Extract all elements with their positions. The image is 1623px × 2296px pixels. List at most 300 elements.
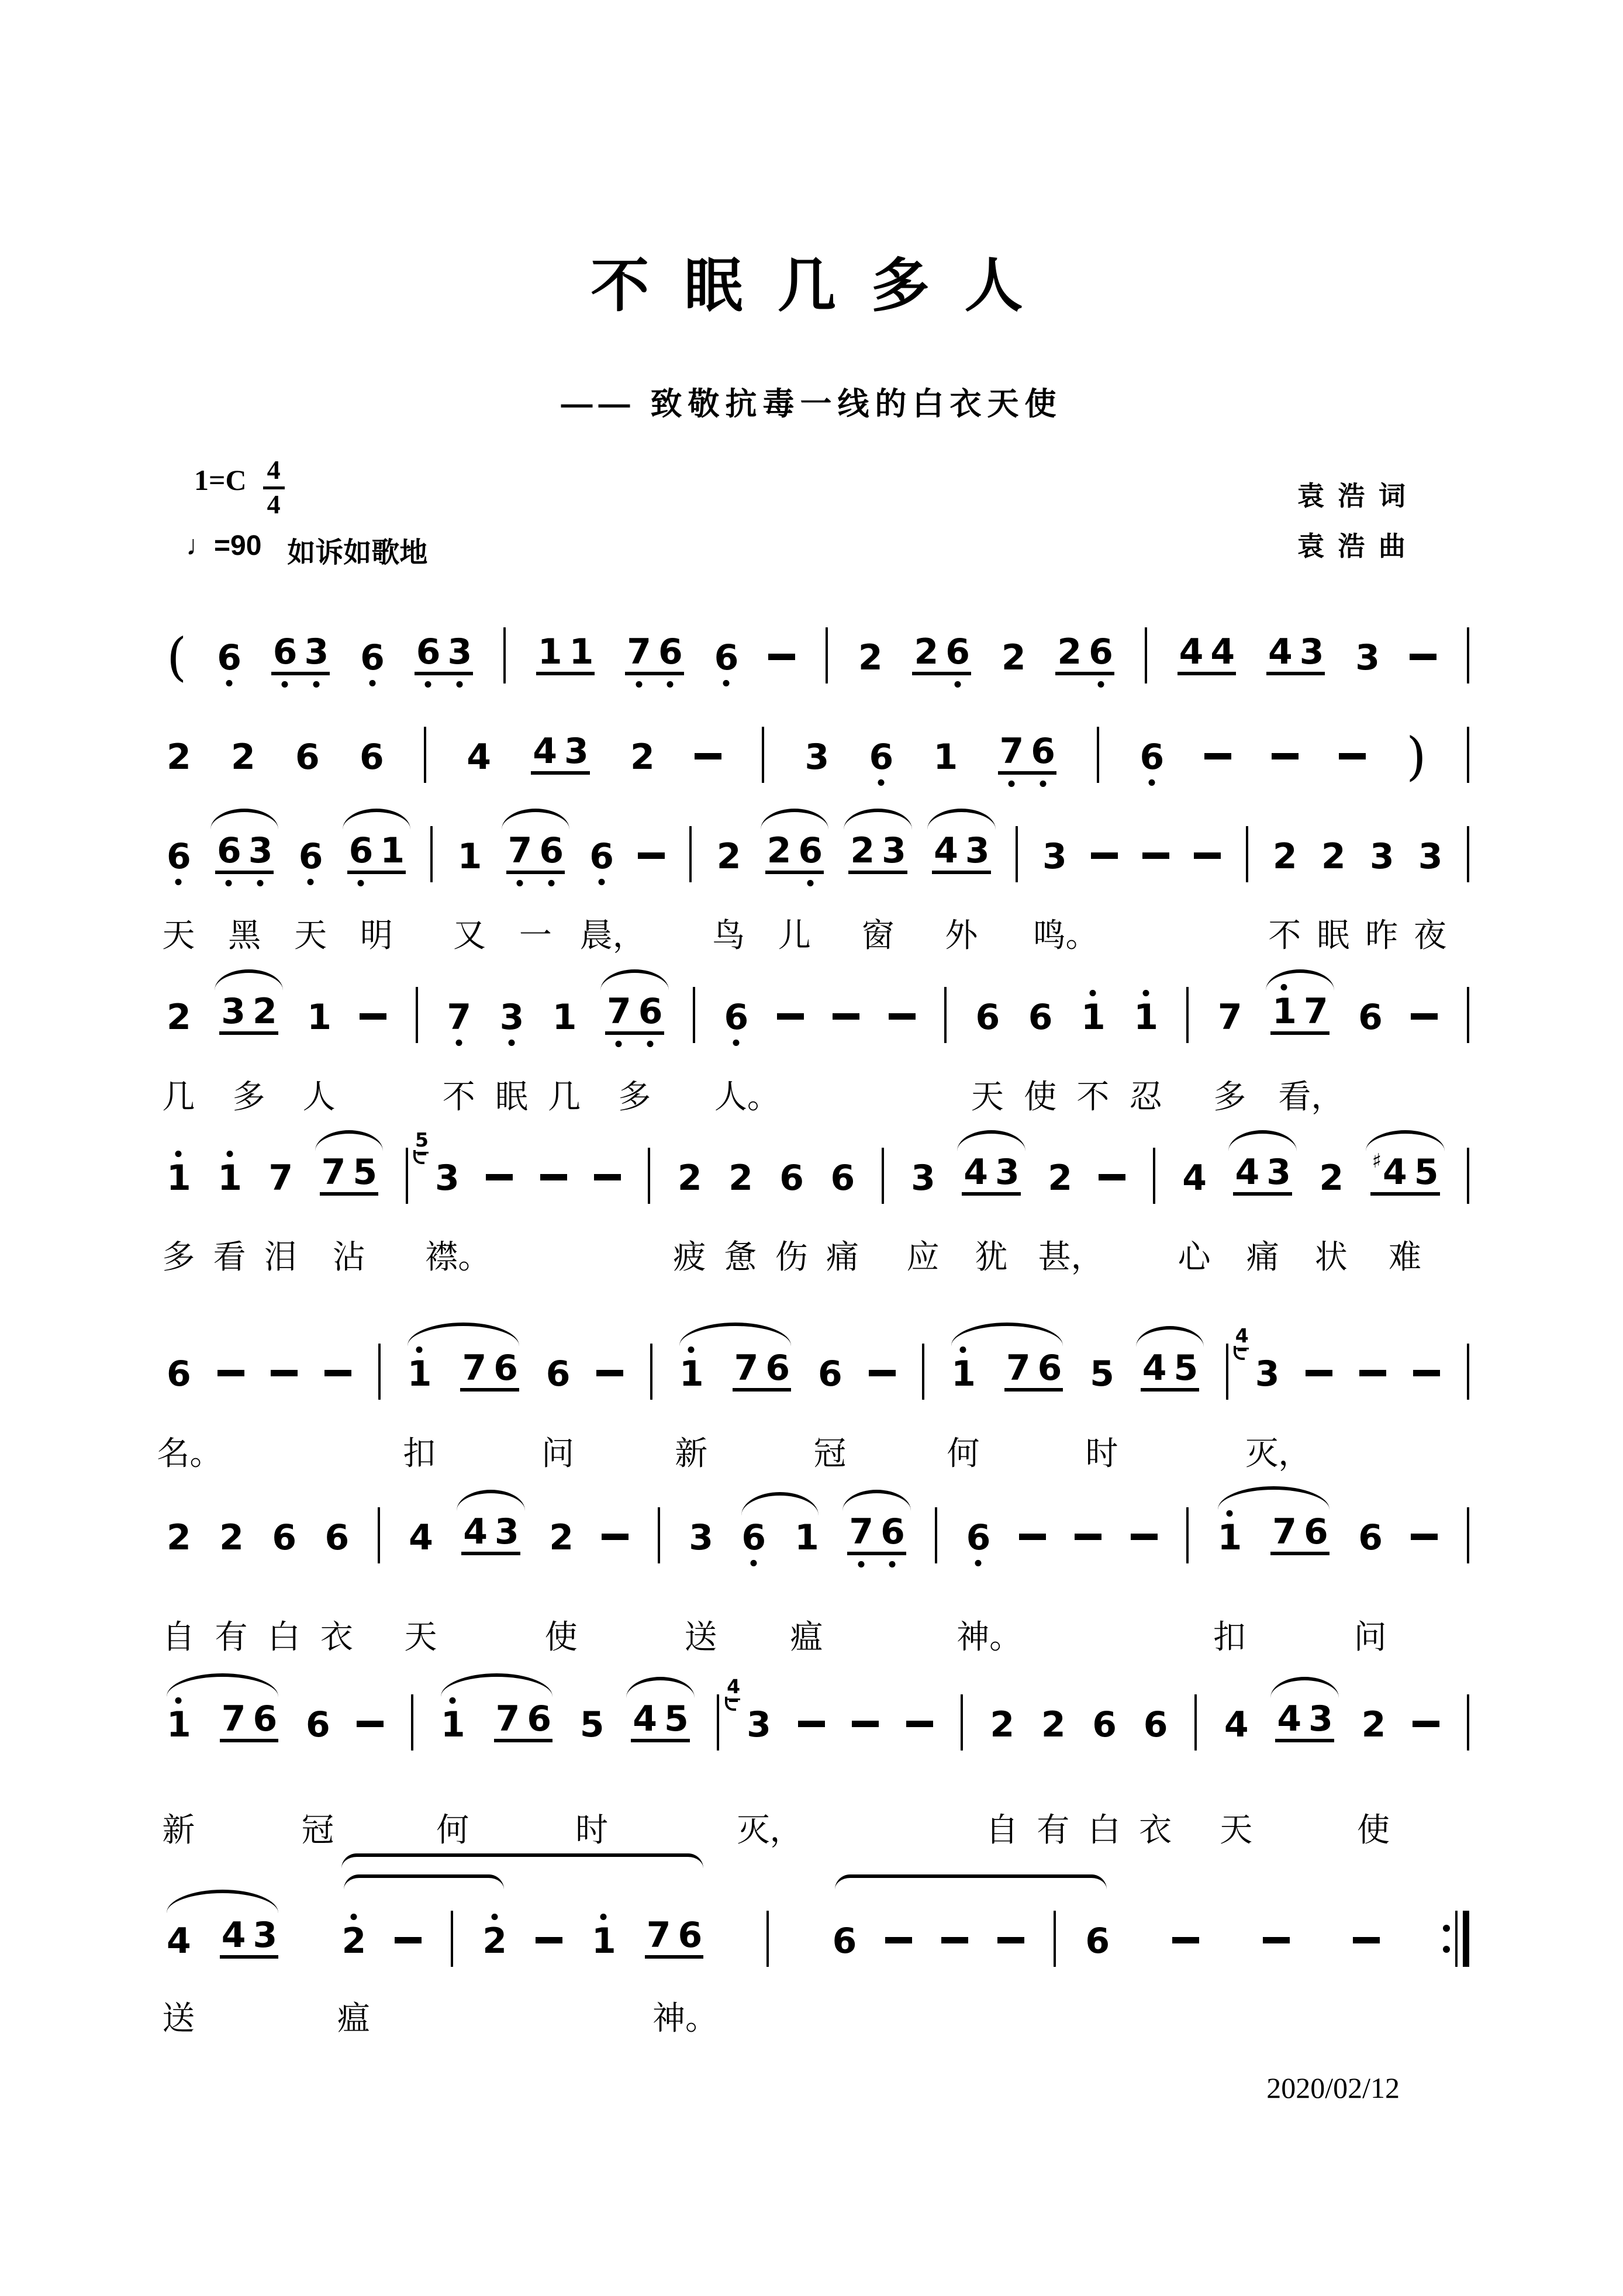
note-digit: 4 xyxy=(467,737,491,778)
lyric-char: 忍 xyxy=(1129,1079,1162,1116)
dash-line xyxy=(602,1534,629,1540)
note-3 xyxy=(415,1128,459,1199)
barline xyxy=(961,1694,963,1751)
note-digit: 3 xyxy=(1042,836,1066,877)
note-digit: 3 xyxy=(305,634,329,669)
slur-arc xyxy=(679,1323,791,1346)
note-digit: 6 xyxy=(349,833,373,868)
phrase-slur xyxy=(951,1348,1063,1394)
beam-group xyxy=(219,991,278,1035)
low-octave-dot xyxy=(723,680,729,686)
note-digit: 6 xyxy=(741,1520,765,1555)
date-label: 2020/02/12 xyxy=(1266,2071,1400,2104)
lyric-char: 几 xyxy=(162,1079,195,1116)
note-2 xyxy=(167,1517,191,1558)
repeat-thin-line xyxy=(1455,1911,1458,1967)
low-octave-dot xyxy=(616,1041,622,1047)
lyric-char: 外 xyxy=(945,918,978,954)
note-digit: 1 xyxy=(167,1161,191,1196)
beam-group xyxy=(461,1511,520,1555)
low-octave-dot xyxy=(548,880,554,886)
repeat-end-barline xyxy=(1443,1911,1469,1967)
beam-group xyxy=(460,1348,519,1392)
note-digit: 2 xyxy=(914,631,938,672)
note-digit: 2 xyxy=(858,637,882,678)
note-digit: 4 xyxy=(1142,1348,1166,1389)
lyric-char: 鸣。 xyxy=(1032,918,1099,954)
low-octave-dot xyxy=(282,681,288,688)
note-2 xyxy=(482,1921,506,1962)
note-1 xyxy=(951,1356,975,1392)
note-digit: 6 xyxy=(545,1354,570,1394)
note-6 xyxy=(975,997,1000,1038)
lyric-char: 多 xyxy=(1213,1079,1246,1116)
note-digit: 2 xyxy=(630,737,654,778)
beam-group xyxy=(347,830,406,874)
dash-line xyxy=(695,753,721,759)
lyric-char: 灭， xyxy=(1245,1436,1311,1472)
dash-line xyxy=(852,1721,879,1727)
lyric-char: 时 xyxy=(575,1812,609,1849)
lyric-char: 有 xyxy=(215,1620,248,1656)
low-octave-dot xyxy=(313,681,319,688)
high-octave-dot xyxy=(416,1346,423,1353)
note-1 xyxy=(167,1704,191,1745)
note-digit: 1 xyxy=(408,1356,431,1392)
low-octave-dot xyxy=(647,1041,654,1047)
note-4 xyxy=(409,1517,433,1558)
lyric-char: 眠 xyxy=(1317,918,1350,954)
note-digit: 6 xyxy=(798,833,822,868)
beam-group xyxy=(506,830,565,874)
barline xyxy=(766,1911,769,1967)
dash-line xyxy=(1272,753,1299,759)
note-digit: 6 xyxy=(966,1520,990,1555)
note-digit: 6 xyxy=(360,640,384,675)
note-digit: 4 xyxy=(167,1921,191,1962)
note-digit: 1 xyxy=(380,830,405,871)
dash-line xyxy=(869,1370,896,1376)
note-7 xyxy=(447,997,471,1038)
note-digit: 5 xyxy=(579,1704,604,1745)
barline xyxy=(1186,987,1189,1043)
dash-line xyxy=(395,1937,422,1943)
slur-arc xyxy=(343,809,411,830)
note-digit: 4 xyxy=(1224,1704,1248,1745)
note-digit: 2 xyxy=(1272,836,1297,877)
slur-arc xyxy=(1136,1326,1204,1347)
barline xyxy=(717,1694,719,1751)
note-digit: 6 xyxy=(273,634,297,669)
note-digit: 5 xyxy=(664,1698,688,1739)
note-digit: 7 xyxy=(321,1152,346,1193)
note-4 xyxy=(467,737,491,778)
high-octave-dot xyxy=(1226,1510,1232,1517)
note-digit: 2 xyxy=(219,1517,243,1558)
note-digit: 2 xyxy=(482,1924,506,1959)
barline xyxy=(693,987,695,1043)
barline xyxy=(762,727,764,783)
note-digit: 5 xyxy=(353,1152,377,1193)
slur-arc xyxy=(502,809,570,830)
lyric-char: 天 xyxy=(294,918,327,954)
lyric-char: 自 xyxy=(162,1620,195,1656)
barline xyxy=(1246,826,1248,882)
grace-note xyxy=(415,1128,429,1164)
tempo-row xyxy=(186,530,427,570)
note-digit: 5 xyxy=(1173,1348,1198,1389)
dash-line xyxy=(1411,1013,1438,1020)
slur-arc xyxy=(315,1130,384,1151)
note-1 xyxy=(217,1158,241,1199)
phrase-slur xyxy=(440,1698,552,1745)
time-signature-denominator: 4 xyxy=(267,489,281,519)
beam-group xyxy=(1055,631,1114,675)
note-6 xyxy=(167,1356,191,1392)
note-digit: 6 xyxy=(1031,734,1055,769)
barline xyxy=(411,1694,413,1751)
grace-slur-hook xyxy=(1234,1346,1245,1360)
low-octave-dot xyxy=(858,1561,864,1568)
note-6 xyxy=(714,637,738,678)
lyricist-credit: 袁 浩 词 xyxy=(1297,481,1409,511)
note-digit: 6 xyxy=(1092,1704,1117,1745)
note-4 xyxy=(167,1921,191,1962)
note-6 xyxy=(324,1517,349,1558)
lyric-char: 看 xyxy=(213,1240,246,1276)
beam-group xyxy=(631,1698,690,1742)
note-digit: 6 xyxy=(817,1354,842,1394)
beam-group xyxy=(932,830,991,874)
note-digit: 3 xyxy=(965,830,989,871)
dash-line xyxy=(1359,1370,1386,1376)
low-octave-dot xyxy=(667,681,674,688)
barline xyxy=(648,1148,650,1204)
lyric-char: 时 xyxy=(1085,1436,1118,1472)
note-2 xyxy=(167,737,191,778)
dash-line xyxy=(596,1370,623,1376)
low-octave-dot xyxy=(257,880,264,886)
beam-group xyxy=(320,1152,379,1196)
lyric-char: 自 xyxy=(985,1812,1018,1849)
tie-arc xyxy=(344,1874,504,1907)
low-octave-dot xyxy=(516,880,523,886)
note-6 xyxy=(589,836,614,877)
note-3 xyxy=(911,1158,935,1199)
note-6 xyxy=(779,1158,803,1199)
note-1 xyxy=(307,997,331,1038)
note-digit: 3 xyxy=(911,1158,935,1199)
dash-line xyxy=(594,1174,621,1180)
beam-group xyxy=(848,830,907,874)
beam-group xyxy=(733,1348,792,1392)
note-1 xyxy=(167,1158,191,1199)
note-6 xyxy=(1358,1517,1382,1558)
barline xyxy=(1467,1148,1469,1204)
sharp-sign: ♯ xyxy=(1372,1149,1382,1173)
note-digit: 4 xyxy=(533,731,557,772)
note-6 xyxy=(305,1704,330,1745)
barline xyxy=(424,727,426,783)
note-2 xyxy=(1048,1158,1072,1199)
music-system xyxy=(167,1508,1469,1558)
note-digit: 3 xyxy=(1299,631,1324,672)
phrase-tie xyxy=(341,1911,506,1962)
music-system xyxy=(167,726,1469,786)
tempo-marking: ♩=90 xyxy=(186,530,262,561)
note-3 xyxy=(1235,1324,1279,1394)
lyric-char: 人。 xyxy=(714,1079,780,1116)
note-5 xyxy=(1090,1356,1114,1392)
lyric-char: 甚， xyxy=(1038,1240,1104,1276)
composer-credit: 袁 浩 曲 xyxy=(1297,531,1409,561)
dash-line xyxy=(271,1370,298,1376)
note-digit: 4 xyxy=(1210,631,1235,672)
dash-line xyxy=(486,1174,513,1180)
slur-arc xyxy=(842,1490,911,1511)
high-octave-dot xyxy=(1281,984,1287,990)
grace-digit: 4 xyxy=(1235,1326,1249,1349)
note-digit: 7 xyxy=(462,1348,486,1389)
note-digit: 6 xyxy=(167,1354,191,1394)
note-digit: 6 xyxy=(305,1704,330,1745)
lyric-char: 送 xyxy=(684,1620,717,1656)
note-2 xyxy=(677,1158,702,1199)
lyric-char: 新 xyxy=(675,1436,708,1472)
note-digit: 6 xyxy=(724,1000,748,1035)
note-digit: 1 xyxy=(167,1707,191,1742)
note-digit: 3 xyxy=(1369,836,1394,877)
lyric-char: 瘟 xyxy=(337,2001,370,2037)
barline xyxy=(1467,1507,1469,1563)
note-digit: 6 xyxy=(167,839,191,874)
note-6 xyxy=(1085,1921,1110,1962)
beam-group xyxy=(962,1152,1021,1196)
lyric-char: 扣 xyxy=(1213,1620,1246,1656)
note-digit: 1 xyxy=(217,1161,241,1196)
dash-line xyxy=(1194,852,1221,859)
note-digit: 3 xyxy=(248,833,272,868)
note-6 xyxy=(830,1158,855,1199)
note-6 xyxy=(818,1356,842,1392)
note-6 xyxy=(167,836,191,877)
phrase-paren: ) xyxy=(1406,726,1427,786)
note-digit: 6 xyxy=(714,640,738,675)
note-4 xyxy=(1182,1158,1206,1199)
lyric-char: 不 xyxy=(442,1079,475,1116)
key-signature xyxy=(194,455,285,521)
lyric-char: 白 xyxy=(267,1620,301,1656)
note-digit: 4 xyxy=(1277,1698,1301,1739)
barline xyxy=(944,987,947,1043)
low-octave-dot xyxy=(226,880,232,886)
beam-group xyxy=(1275,1698,1334,1742)
lyric-char: 新 xyxy=(162,1812,195,1849)
low-octave-dot xyxy=(889,1561,896,1568)
slur-arc xyxy=(844,809,912,830)
dash-line xyxy=(536,1937,562,1943)
barline xyxy=(1016,826,1018,882)
lyric-char: 瘟 xyxy=(790,1620,823,1656)
note-digit: 3 xyxy=(882,830,906,871)
note-digit: 2 xyxy=(677,1158,702,1199)
note-3 xyxy=(1418,836,1442,877)
note-digit: 6 xyxy=(217,833,241,868)
note-6 xyxy=(1358,997,1382,1038)
beam-group xyxy=(1004,1348,1063,1392)
note-digit: 7 xyxy=(849,1514,873,1549)
note-digit: 1 xyxy=(1272,994,1296,1029)
note-digit: 7 xyxy=(1000,734,1024,769)
note-6 xyxy=(1143,1704,1168,1745)
low-octave-dot xyxy=(369,680,375,686)
note-2 xyxy=(716,836,741,877)
note-digit: 3 xyxy=(1308,1698,1332,1739)
note-digit: 2 xyxy=(549,1517,573,1558)
low-octave-dot xyxy=(456,681,462,688)
note-digit: 1 xyxy=(679,1356,703,1392)
high-octave-dot xyxy=(960,1346,966,1353)
song-title: 不 眠 几 多 人 xyxy=(591,253,1032,319)
lyric-char: 天 xyxy=(162,918,195,954)
dash-line xyxy=(889,1013,916,1020)
note-digit: 1 xyxy=(307,997,331,1038)
note-digit: 2 xyxy=(766,830,791,871)
song-subtitle: —— 致敬抗毒一线的白衣天使 xyxy=(561,386,1062,422)
dash-line xyxy=(1413,1721,1439,1727)
note-2 xyxy=(167,997,191,1038)
high-octave-dot xyxy=(450,1697,456,1704)
note-digit: 3 xyxy=(434,1158,459,1199)
note-3 xyxy=(689,1517,713,1558)
note-digit: 3 xyxy=(1418,836,1442,877)
dash-line xyxy=(1410,654,1436,660)
note-digit: 3 xyxy=(804,737,829,778)
note-digit: 1 xyxy=(933,737,958,778)
note-digit: 6 xyxy=(360,737,384,778)
lyric-char: 衣 xyxy=(1139,1812,1172,1849)
high-octave-dot xyxy=(1142,990,1149,996)
low-octave-dot xyxy=(1008,781,1014,787)
music-system xyxy=(167,1128,1469,1199)
phrase-slur xyxy=(167,1915,278,1962)
note-digit: 6 xyxy=(830,1158,855,1199)
lyric-char: 犹 xyxy=(975,1240,1008,1276)
lyric-char: 送 xyxy=(162,2001,195,2037)
phrase-tie xyxy=(341,1911,703,1962)
lyric-char: 不 xyxy=(1076,1079,1110,1116)
music-system xyxy=(167,1912,1469,1962)
note-1 xyxy=(552,997,576,1038)
slur-arc xyxy=(215,969,283,990)
note-digit: 6 xyxy=(1358,1517,1382,1558)
note-7 xyxy=(1217,997,1242,1038)
dash-line xyxy=(1263,1937,1290,1943)
note-digit: 4 xyxy=(1268,631,1292,672)
phrase-slur xyxy=(741,1517,819,1558)
dash-line xyxy=(217,1370,244,1376)
dash-line xyxy=(1411,1534,1438,1540)
note-digit: 7 xyxy=(607,994,631,1029)
low-octave-dot xyxy=(750,1560,757,1566)
note-digit: 2 xyxy=(990,1704,1014,1745)
grace-slur-hook xyxy=(725,1697,736,1711)
high-octave-dot xyxy=(350,1914,357,1920)
dash-line xyxy=(906,1721,933,1727)
slur-arc xyxy=(1228,1130,1297,1151)
dash-line xyxy=(324,1370,351,1376)
note-digit: 6 xyxy=(945,634,969,669)
lyric-char: 惫 xyxy=(724,1240,757,1276)
lyric-char: 痛 xyxy=(826,1240,859,1276)
note-digit: 3 xyxy=(689,1517,713,1558)
note-digit: 2 xyxy=(728,1158,752,1199)
high-octave-dot xyxy=(688,1346,695,1353)
barline xyxy=(689,826,692,882)
dash-line xyxy=(777,1013,804,1020)
note-digit: 6 xyxy=(539,833,563,868)
phrase-slur xyxy=(1217,1511,1330,1558)
lyric-char: 泪 xyxy=(264,1240,297,1276)
slur-arc xyxy=(1218,1486,1330,1510)
note-digit: 6 xyxy=(589,839,613,874)
lyric-char: 痛 xyxy=(1246,1240,1279,1276)
low-octave-dot xyxy=(878,779,884,786)
beam-group xyxy=(1177,631,1237,675)
lyric-char: 使 xyxy=(1356,1812,1390,1849)
lyric-char: 冠 xyxy=(813,1436,847,1472)
note-digit: 6 xyxy=(658,634,682,669)
note-digit: 7 xyxy=(508,833,532,868)
barline xyxy=(406,1148,408,1204)
lyric-char: 几 xyxy=(548,1079,581,1116)
note-digit: 6 xyxy=(678,1915,702,1956)
note-digit: 2 xyxy=(716,836,741,877)
note-digit: 1 xyxy=(441,1707,465,1742)
lyric-char: 问 xyxy=(541,1436,575,1472)
dash-line xyxy=(1353,1937,1380,1943)
low-octave-dot xyxy=(1040,781,1046,787)
beam-group xyxy=(625,631,684,675)
beam-group xyxy=(536,631,595,675)
low-octave-dot xyxy=(598,879,605,885)
key-label: 1=C xyxy=(194,464,247,496)
barline xyxy=(1467,627,1469,683)
slur-arc xyxy=(408,1323,519,1346)
note-digit: 5 xyxy=(1414,1152,1438,1193)
note-digit: 6 xyxy=(272,1517,296,1558)
high-octave-dot xyxy=(175,1697,182,1704)
lyric-char: 沾 xyxy=(332,1240,365,1276)
note-digit: 3 xyxy=(495,1511,519,1552)
music-system xyxy=(167,827,1469,877)
note-3 xyxy=(1369,836,1394,877)
expression-marking: 如诉如歌地 xyxy=(287,537,428,568)
note-6 xyxy=(272,1517,296,1558)
note-digit: 1 xyxy=(1081,1000,1105,1035)
low-octave-dot xyxy=(954,681,961,688)
lyric-char: 状 xyxy=(1314,1240,1348,1276)
barline xyxy=(1467,727,1469,783)
lyric-char: 心 xyxy=(1177,1240,1211,1276)
barline xyxy=(378,1344,381,1400)
lyric-char: 衣 xyxy=(320,1620,353,1656)
lyric-char: 夜 xyxy=(1414,918,1447,954)
barline xyxy=(451,1911,453,1967)
note-digit: 6 xyxy=(832,1921,857,1962)
note-1 xyxy=(679,1356,703,1392)
low-octave-dot xyxy=(308,879,314,885)
